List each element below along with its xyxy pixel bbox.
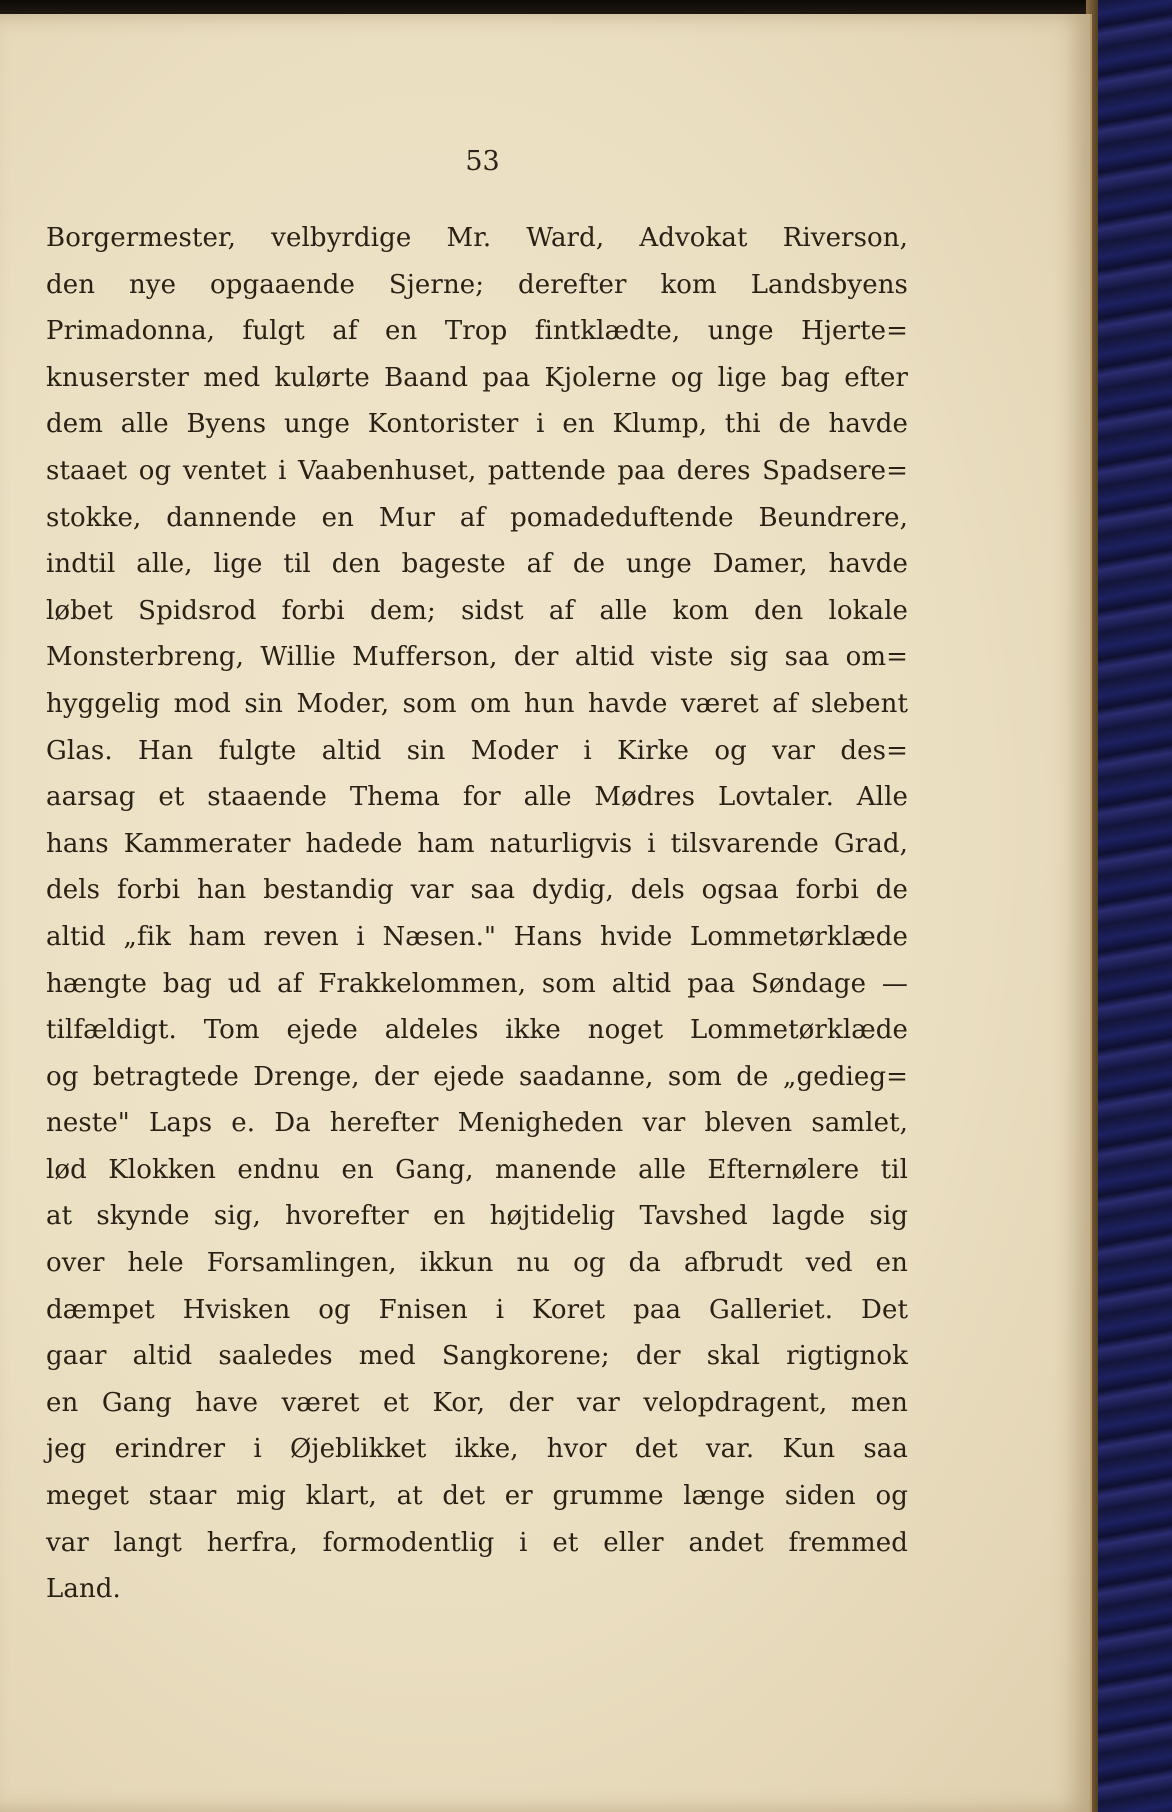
body-text [46,215,908,1613]
text-line: gaar altid saaledes med Sangkorene; der skal rigtignok [46,1341,908,1372]
text-line: neste" Laps e. Da herefter Menigheden var bleven samlet, [46,1108,908,1139]
text-line: Borgermester, velbyrdige Mr. Ward, Advokat Riverson, [46,223,908,253]
marbled-cover-strip [1098,0,1172,1812]
text-line: dem alle Byens unge Kontorister i en Klump, thi de havde [46,409,908,440]
text-line: indtil alle, lige til den bageste af de unge Damer, havde [46,549,908,580]
text-line: altid „fik ham reven i Næsen." Hans hvide Lommetørklæde [46,921,908,952]
text-line: lød Klokken endnu en Gang, manende alle Efternølere til [46,1154,908,1185]
text-line: var langt herfra, formodentlig i et eller andet fremmed [46,1527,908,1558]
text-line: stokke, dannende en Mur af pomadeduftende Beundrere, [46,502,908,533]
text-line: hyggelig mod sin Moder, som om hun havde været af slebent [46,688,908,719]
text-line: tilfældigt. Tom ejede aldeles ikke noget Lommetørklæde [46,1015,908,1046]
text-line: en Gang have været et Kor, der var velopdragent, men [46,1387,908,1418]
text-line: hængte bag ud af Frakkelommen, som altid paa Søndage — [46,968,908,999]
text-line: Land. [46,1574,121,1605]
text-line: over hele Forsamlingen, ikkun nu og da afbrudt ved en [46,1248,908,1279]
text-line: Glas. Han fulgte altid sin Moder i Kirke og var des= [46,735,908,766]
text-line: løbet Spidsrod forbi dem; sidst af alle kom den lokale [46,595,908,626]
text-line: at skynde sig, hvorefter en højtidelig Tavshed lagde sig [46,1201,908,1232]
text-line: knuserster med kulørte Baand paa Kjolerne og lige bag efter [46,362,908,393]
text-line: og betragtede Drenge, der ejede saadanne, som de „gedieg= [46,1061,908,1092]
text-line: den nye opgaaende Sjerne; derefter kom Landsbyens [46,269,908,300]
text-line: jeg erindrer i Øjeblikket ikke, hvor det var. Kun saa [46,1434,908,1465]
text-line: meget staar mig klart, at det er grumme længe siden og [46,1481,908,1512]
page-number: 53 [465,146,500,177]
text-line: Primadonna, fulgt af en Trop fintklædte, unge Hjerte= [46,316,908,347]
text-line: hans Kammerater hadede ham naturligvis i tilsvarende Grad, [46,828,908,859]
text-line: aarsag et staaende Thema for alle Mødres Lovtaler. Alle [46,782,908,813]
text-line: dels forbi han bestandig var saa dydig, dels ogsaa forbi de [46,875,908,906]
text-line: dæmpet Hvisken og Fnisen i Koret paa Galleriet. Det [46,1294,908,1325]
text-line: staaet og ventet i Vaabenhuset, pattende paa deres Spadsere= [46,455,908,486]
text-line: Monsterbreng, Willie Mufferson, der altid viste sig saa om= [46,642,908,673]
